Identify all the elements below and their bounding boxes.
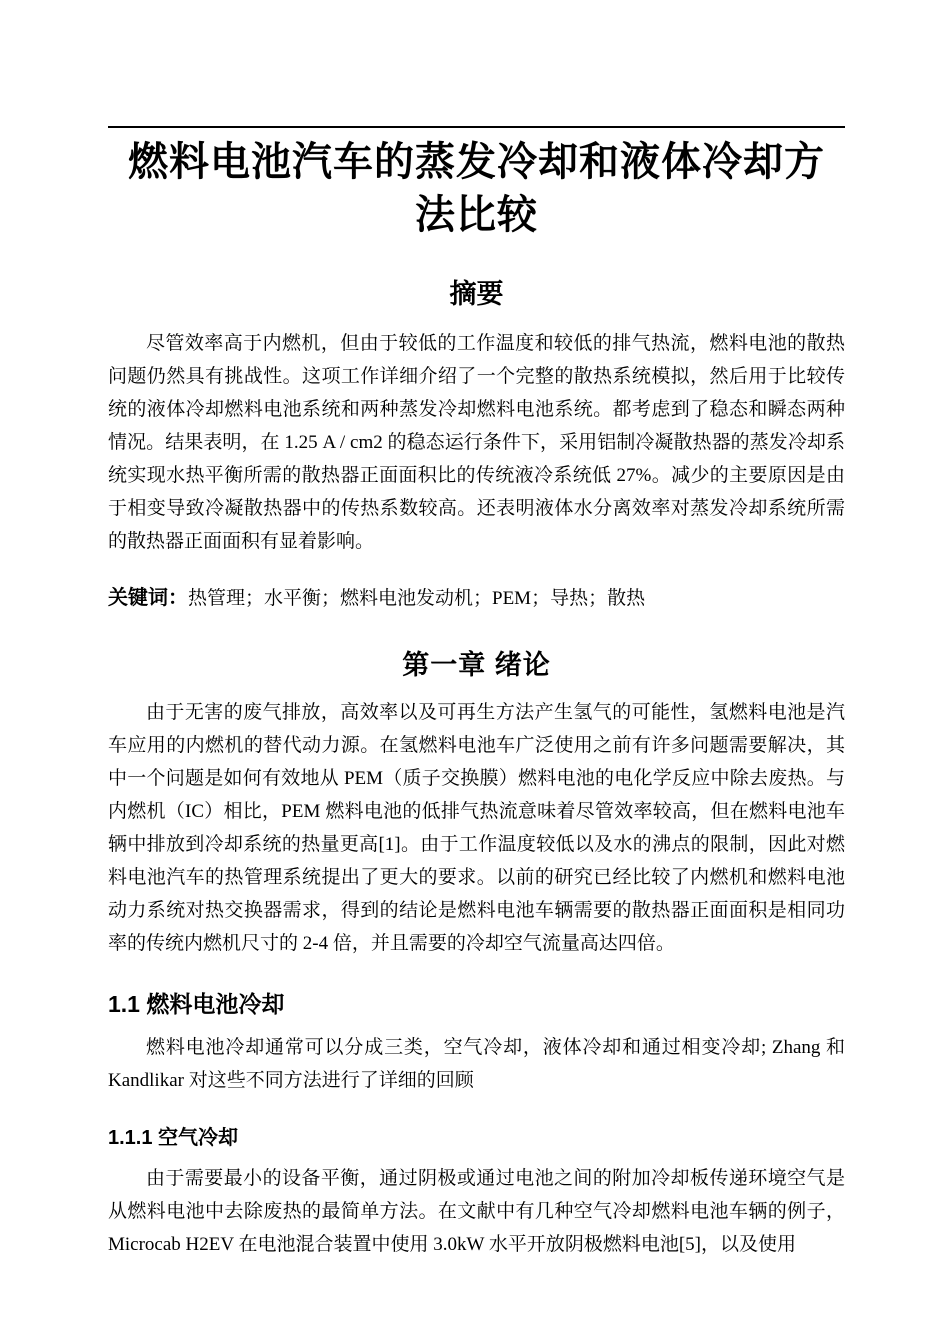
- abstract-heading: 摘要: [449, 278, 504, 309]
- keywords-label: 关键词：: [108, 586, 188, 609]
- chapter-1-paragraph: 由于无害的废气排放，高效率以及可再生方法产生氢气的可能性，氢燃料电池是汽车应用的内燃机的替代动力源。在氢燃料电池车广泛使用之前有许多问题需要解决，其中一个问题是如何有效地从 PEM（质子交换膜）燃料电池的电化学反应中除去废热。与内燃机（IC）相比，PEM 燃料电池的低排气热流意味着尽管效率较高，但在燃料电池车辆中排放到冷却系统的热量更高[1]。由于工作温度较低以及水的沸点的限制，因此对燃料电池汽车的热管理系统提出了更大的要求。以前的研究已经比较了内燃机和燃料电池动力系统对热交换器需求，得到的结论是燃料电池车辆需要的散热器正面面积是相同功率的传统内燃机尺寸的 2-4 倍，并且需要的冷却空气流量高达四倍。: [108, 701, 845, 954]
- section-1-1-1-heading: 1.1.1 空气冷却: [108, 1126, 239, 1149]
- document-title: 燃料电池汽车的蒸发冷却和液体冷却方法比较: [108, 126, 845, 242]
- chapter-1-heading: 第一章 绪论: [402, 649, 551, 680]
- keywords-line: [108, 582, 845, 615]
- section-1-1-heading: 1.1 燃料电池冷却: [108, 990, 285, 1017]
- keywords-text: 热管理；水平衡；燃料电池发动机；PEM；导热；散热: [188, 587, 646, 609]
- section-1-1-1-paragraph: 由于需要最小的设备平衡，通过阴极或通过电池之间的附加冷却板传递环境空气是从燃料电池中去除废热的最简单方法。在文献中有几种空气冷却燃料电池车辆的例子，Microcab H2EV 在电池混合装置中使用 3.0kW 水平开放阴极燃料电池[5]，以及使用: [108, 1167, 845, 1255]
- abstract-paragraph: 尽管效率高于内燃机，但由于较低的工作温度和较低的排气热流，燃料电池的散热问题仍然具有挑战性。这项工作详细介绍了一个完整的散热系统模拟，然后用于比较传统的液体冷却燃料电池系统和两种蒸发冷却燃料电池系统。都考虑到了稳态和瞬态两种情况。结果表明，在 1.25 A / cm2 的稳态运行条件下，采用铝制冷凝散热器的蒸发冷却系统实现水热平衡所需的散热器正面面积比的传统液冷系统低 27%。减少的主要原因是由于相变导致冷凝散热器中的传热系数较高。还表明液体水分离效率对蒸发冷却系统所需的散热器正面面积有显着影响。: [108, 332, 845, 552]
- section-1-1-paragraph: 燃料电池冷却通常可以分成三类，空气冷却，液体冷却和通过相变冷却; Zhang 和 Kandlikar 对这些不同方法进行了详细的回顾: [108, 1036, 845, 1091]
